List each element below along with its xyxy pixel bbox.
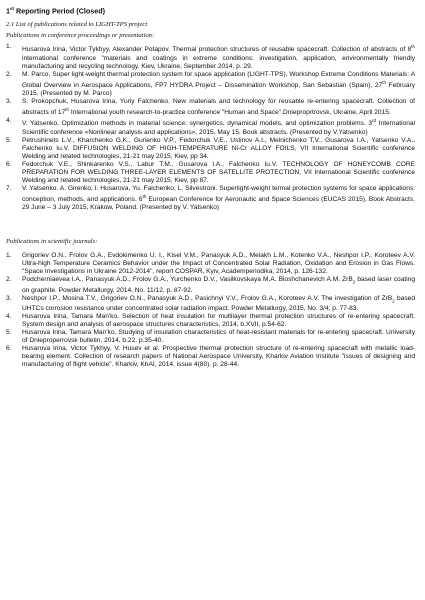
list-item: 6. Fedorchuk V.E., Shinkarenko V.S., Labur T.M., Gusarova I.A., Falchenko Iu.V. TECHNOLOGY OF HONEYCOMB CORE PREPARATION FOR WELDING THREE-LAYER ELEMENTS OF SATELLITE PROTECTION, VII International Scientific conference Welding and related technologies, 21-21 may 2015, Kiev, pp 87. [6, 160, 415, 184]
list-item: 7. V. Yatsenko. A. Girenko, I. Husarova, Yu. Falchenko, L. Silvestroni. Superlight-weight termal protection systems for space applications: conception, methods, and applications. 6th European Conference for Aeronautic and Space Sciences (EUCAS 2015), Book Abstracts, 29 June – 3 July 2015, Krakow, Poland. (Presented by V. Yatsenko) [6, 184, 416, 212]
reporting-period-heading: 1st Reporting Period (Closed) [6, 6, 106, 16]
list-item: 6. Husarova Irina, Victor Tykhyy, V. Husev et al. Prospective thermal protection structure of re-entering spacecraft with metallic load-bearing element. Collection of research papers of National Aerospace University, Kharkiv Aviation Institute "issues of designing and manufacturing of flight vehicle". Kharkiv, KhAI, 2014, issue 4(80). p. 28-44. [6, 345, 415, 369]
list-item: 5. Husarova Irina, Tamara Man'ko, Studying of insulation characteristics of heat-resistant materials for re-entering spacecraft. University of Dnieproperrovsk bulletin, 2014, b.22. p.35-40. [6, 329, 415, 345]
list-item: 3. Neshpor I.P., Mosina T.V., Grigoriev O.N., Panasyuk A.D., Pasichnyi V.V., Frolov G.A., Koroteev A.V. The investigation of ZrB$_2$ based UHTCs corrosion resistance under concentrated solar radiation impact. Powder Metallurgy, 2015, No. 3/4, p. 77-83. [6, 294, 415, 313]
list-item: 1. Grigoriev O.N., Frolov G.A., Evdokimenko U. I., Kisel V.M., Panasyuk A.D., Melakh L.M., Kotenko V.A., Neshpor I.P., Koroteev A.V. Ultra-high Temperature Ceramics Behavior under the Impact of Concentrated Solar Radiation, Oxidation and Erosion in Gas Flows. "Space Investigations in Ukraine 2012-2014", report COSPAR, Kyiv, Academperiodika, 2014, p. 126-132. [6, 252, 415, 276]
list-item: 5. Petrushinets L.V., Kharchenko G.K., Gurienko V.P., Fedorchuk V.E., Ustinov A.I., Melnichenko T.V., Gusarova I.A., Yatsenko V.A., Falchenko Iu.V. DIFFUSION WELDING OF HIGH-TEMPERATURE Ni-Cr ALLOY FOILS, VII International Scientific conference Welding and related technologies, 21-21 may 2015, Kiev, pp 34. [6, 136, 415, 160]
section-title: 2.1 List of publications related to LIGHT-TPS project [6, 21, 148, 29]
list-item: 4. V. Yatsenko. Optimization methods in material science: synergetics, dynamical models, and optimization problems. 3rd International Scientific conference «Nonlinear analysis and applications», 2015, May 15. Book abstracts. (Presented by V.Yatsenko) [6, 117, 416, 136]
list-item: 1. Husarova Irina, Victor Tykhyy, Alexander Potapov. Thermal protection structures of reusable spacecraft. Collection of abstracts of 8th international conference "materials and coatings in extreme conditions: investigation, application, environmentally friendly manufacturing and recycling technology. Kiev, Ukraine, September 2014, p. 29. [6, 43, 415, 70]
section-spacer [6, 212, 415, 238]
list-item: 3. S. Prokopchuk, Husarova Irina, Yuriy Falchenko. New materials and technology for reusable re-entering spacecraft. Collection of abstracts of 17th International youth research-to-practice conference "Human and Space".Dnieproprtrovsk, Ukraine, April 2015. [6, 98, 415, 117]
journals-list [6, 252, 415, 369]
list-item: 2. M. Parco, Super light-weight thermal protection system for space application (LIGHT-TPS), Workshop Extreme Conditions Materials: A Global Overview in Aerospace Applications, FP7 HYDRA Project – Dissemination Workshop, San Sebastian (Spain), 27th February 2015. (Presented by M. Parco) [6, 70, 416, 97]
list-item: 4. Husarova Irina, Tamara Man'ko. Selection of heat insulation for multilayer thermal protection structures of re-entering spacecraft. System design and analysis of aerospace structures characteristics, 2014, b.XVII, p.54-62. [6, 313, 415, 329]
conference-label: Publications in conference proceedings or presentation: [6, 32, 155, 40]
conference-list [6, 43, 415, 212]
journals-label: Publications in scientific journals: [6, 238, 98, 246]
list-item: 2. Podcherniaevea I.A., Panasyuk A.D., Frolov G.A., Yurchenko D.V., Vasilkovskaya M.A. Bloshchanevich A.M. ZrB$_2$ based laser coating on graphite. Powder Metallurgy, 2014, No. 11/12, p. 87-92. [6, 276, 415, 294]
